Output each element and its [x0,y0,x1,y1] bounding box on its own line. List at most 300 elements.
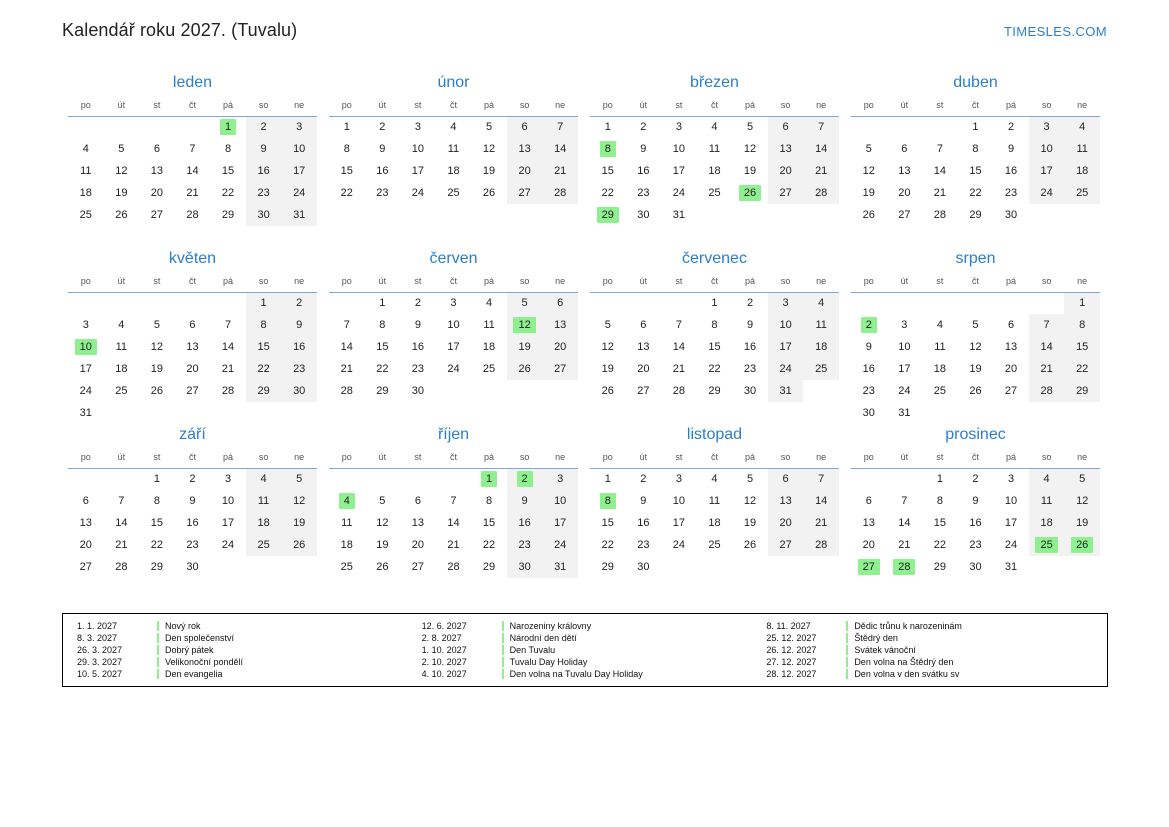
day-cell[interactable] [471,182,507,204]
day-cell[interactable] [626,314,662,336]
day-cell[interactable] [803,182,839,204]
day-cell[interactable] [851,512,887,534]
day-cell[interactable] [246,138,282,160]
day-cell[interactable] [851,160,887,182]
day-cell[interactable] [732,468,768,490]
day-cell[interactable] [697,336,733,358]
day-cell[interactable] [803,160,839,182]
day-cell[interactable] [139,182,175,204]
day-cell[interactable] [732,292,768,314]
day-cell[interactable] [626,182,662,204]
day-cell[interactable] [281,512,317,534]
day-cell[interactable] [281,468,317,490]
day-cell[interactable] [400,138,436,160]
day-cell[interactable] [507,358,543,380]
day-cell[interactable] [993,490,1029,512]
day-cell[interactable] [590,556,626,578]
day-cell[interactable] [626,512,662,534]
day-cell[interactable] [803,358,839,380]
day-cell[interactable] [993,138,1029,160]
day-cell[interactable] [365,358,401,380]
day-cell[interactable] [803,336,839,358]
day-cell[interactable] [803,138,839,160]
day-cell[interactable] [993,512,1029,534]
day-cell[interactable] [661,204,697,226]
day-cell[interactable] [471,336,507,358]
day-cell[interactable] [400,512,436,534]
day-cell[interactable] [542,556,578,578]
day-cell[interactable] [958,336,994,358]
day-cell[interactable] [958,182,994,204]
day-cell[interactable] [175,468,211,490]
day-cell[interactable] [542,468,578,490]
day-cell[interactable] [803,534,839,556]
day-cell[interactable] [1029,138,1065,160]
day-cell[interactable] [1064,512,1100,534]
day-cell[interactable] [993,336,1029,358]
day-cell[interactable] [590,314,626,336]
day-cell[interactable] [626,138,662,160]
day-cell[interactable] [246,292,282,314]
day-cell[interactable] [851,490,887,512]
day-cell[interactable] [68,314,104,336]
day-cell[interactable] [329,138,365,160]
day-cell[interactable] [175,380,211,402]
day-cell[interactable] [768,314,804,336]
day-cell[interactable] [104,204,140,226]
day-cell[interactable] [803,490,839,512]
day-cell[interactable] [104,182,140,204]
day-cell[interactable] [732,512,768,534]
day-cell-holiday[interactable] [732,182,768,204]
day-cell[interactable] [851,358,887,380]
day-cell-holiday[interactable] [1064,534,1100,556]
day-cell[interactable] [139,204,175,226]
day-cell[interactable] [400,358,436,380]
day-cell[interactable] [922,314,958,336]
day-cell[interactable] [436,534,472,556]
day-cell[interactable] [104,160,140,182]
day-cell[interactable] [922,512,958,534]
day-cell[interactable] [803,314,839,336]
day-cell[interactable] [1064,160,1100,182]
day-cell[interactable] [246,116,282,138]
day-cell[interactable] [210,490,246,512]
brand-link[interactable]: TIMESLES.COM [1003,24,1107,39]
day-cell[interactable] [507,534,543,556]
day-cell[interactable] [139,138,175,160]
day-cell[interactable] [851,534,887,556]
day-cell[interactable] [400,182,436,204]
day-cell[interactable] [281,160,317,182]
day-cell[interactable] [281,358,317,380]
day-cell[interactable] [887,512,923,534]
day-cell[interactable] [210,204,246,226]
day-cell[interactable] [281,336,317,358]
day-cell[interactable] [768,116,804,138]
day-cell[interactable] [851,182,887,204]
day-cell[interactable] [246,468,282,490]
day-cell[interactable] [626,490,662,512]
day-cell[interactable] [139,556,175,578]
day-cell[interactable] [68,138,104,160]
day-cell[interactable] [471,116,507,138]
day-cell[interactable] [281,292,317,314]
day-cell[interactable] [590,380,626,402]
day-cell[interactable] [210,468,246,490]
day-cell[interactable] [139,314,175,336]
day-cell-holiday[interactable] [590,138,626,160]
day-cell[interactable] [768,490,804,512]
day-cell[interactable] [1029,182,1065,204]
day-cell[interactable] [922,534,958,556]
day-cell[interactable] [246,182,282,204]
day-cell[interactable] [329,556,365,578]
day-cell[interactable] [175,512,211,534]
day-cell[interactable] [542,534,578,556]
day-cell-holiday[interactable] [590,490,626,512]
day-cell[interactable] [768,336,804,358]
day-cell[interactable] [139,534,175,556]
day-cell[interactable] [922,204,958,226]
day-cell[interactable] [104,490,140,512]
day-cell[interactable] [1029,380,1065,402]
day-cell[interactable] [626,556,662,578]
day-cell[interactable] [436,556,472,578]
day-cell[interactable] [1064,116,1100,138]
day-cell[interactable] [400,160,436,182]
day-cell[interactable] [958,556,994,578]
day-cell[interactable] [365,314,401,336]
day-cell[interactable] [626,380,662,402]
day-cell[interactable] [661,138,697,160]
day-cell[interactable] [922,490,958,512]
day-cell[interactable] [887,160,923,182]
day-cell[interactable] [887,138,923,160]
day-cell[interactable] [175,138,211,160]
day-cell[interactable] [436,138,472,160]
day-cell[interactable] [732,314,768,336]
day-cell[interactable] [210,182,246,204]
day-cell[interactable] [542,512,578,534]
day-cell[interactable] [281,182,317,204]
day-cell[interactable] [436,512,472,534]
day-cell[interactable] [590,182,626,204]
day-cell[interactable] [210,512,246,534]
day-cell[interactable] [993,556,1029,578]
day-cell[interactable] [246,160,282,182]
day-cell[interactable] [68,204,104,226]
day-cell[interactable] [993,160,1029,182]
day-cell[interactable] [732,534,768,556]
day-cell[interactable] [958,534,994,556]
day-cell[interactable] [1029,314,1065,336]
day-cell[interactable] [887,314,923,336]
day-cell[interactable] [958,314,994,336]
day-cell[interactable] [626,336,662,358]
day-cell[interactable] [365,512,401,534]
day-cell[interactable] [139,358,175,380]
day-cell[interactable] [887,358,923,380]
day-cell[interactable] [507,490,543,512]
day-cell[interactable] [281,314,317,336]
day-cell[interactable] [175,534,211,556]
day-cell[interactable] [590,116,626,138]
day-cell[interactable] [958,204,994,226]
day-cell[interactable] [471,556,507,578]
day-cell[interactable] [436,358,472,380]
day-cell[interactable] [1064,182,1100,204]
day-cell-holiday[interactable] [507,468,543,490]
day-cell[interactable] [281,380,317,402]
day-cell[interactable] [1064,336,1100,358]
day-cell[interactable] [993,116,1029,138]
day-cell[interactable] [400,292,436,314]
day-cell[interactable] [851,336,887,358]
day-cell[interactable] [542,138,578,160]
day-cell[interactable] [104,556,140,578]
day-cell[interactable] [661,512,697,534]
day-cell[interactable] [175,160,211,182]
day-cell[interactable] [590,160,626,182]
day-cell[interactable] [993,314,1029,336]
day-cell[interactable] [697,358,733,380]
day-cell[interactable] [210,160,246,182]
day-cell[interactable] [887,336,923,358]
day-cell[interactable] [661,314,697,336]
day-cell-holiday[interactable] [1029,534,1065,556]
day-cell[interactable] [993,534,1029,556]
day-cell[interactable] [1029,490,1065,512]
day-cell[interactable] [104,380,140,402]
day-cell[interactable] [507,116,543,138]
day-cell[interactable] [329,182,365,204]
day-cell[interactable] [1064,138,1100,160]
day-cell[interactable] [400,116,436,138]
day-cell[interactable] [922,182,958,204]
day-cell[interactable] [1029,512,1065,534]
day-cell[interactable] [887,380,923,402]
day-cell[interactable] [768,358,804,380]
day-cell[interactable] [697,512,733,534]
day-cell[interactable] [281,204,317,226]
day-cell[interactable] [365,490,401,512]
day-cell[interactable] [768,182,804,204]
day-cell[interactable] [210,138,246,160]
day-cell[interactable] [104,534,140,556]
day-cell[interactable] [661,182,697,204]
day-cell[interactable] [471,138,507,160]
day-cell[interactable] [436,182,472,204]
day-cell[interactable] [436,292,472,314]
day-cell-holiday[interactable] [68,336,104,358]
day-cell[interactable] [697,380,733,402]
day-cell[interactable] [68,512,104,534]
day-cell[interactable] [993,468,1029,490]
day-cell[interactable] [697,292,733,314]
day-cell[interactable] [104,512,140,534]
day-cell-holiday[interactable] [887,556,923,578]
day-cell[interactable] [590,534,626,556]
day-cell[interactable] [922,556,958,578]
day-cell[interactable] [661,468,697,490]
day-cell[interactable] [768,534,804,556]
day-cell[interactable] [887,534,923,556]
day-cell[interactable] [768,160,804,182]
day-cell[interactable] [365,138,401,160]
day-cell[interactable] [922,358,958,380]
day-cell[interactable] [246,314,282,336]
day-cell[interactable] [922,138,958,160]
day-cell[interactable] [365,160,401,182]
day-cell[interactable] [139,512,175,534]
day-cell[interactable] [175,490,211,512]
day-cell[interactable] [697,468,733,490]
day-cell[interactable] [329,534,365,556]
day-cell[interactable] [210,314,246,336]
day-cell[interactable] [471,292,507,314]
day-cell[interactable] [1029,336,1065,358]
day-cell[interactable] [851,380,887,402]
day-cell[interactable] [400,336,436,358]
day-cell[interactable] [1029,160,1065,182]
day-cell[interactable] [329,380,365,402]
day-cell[interactable] [993,182,1029,204]
day-cell[interactable] [104,336,140,358]
day-cell[interactable] [139,380,175,402]
day-cell[interactable] [922,380,958,402]
day-cell[interactable] [732,358,768,380]
day-cell[interactable] [210,336,246,358]
day-cell[interactable] [768,380,804,402]
day-cell[interactable] [1064,358,1100,380]
day-cell[interactable] [887,490,923,512]
day-cell[interactable] [922,468,958,490]
day-cell[interactable] [175,314,211,336]
day-cell-holiday[interactable] [329,490,365,512]
day-cell[interactable] [471,358,507,380]
day-cell[interactable] [68,358,104,380]
day-cell[interactable] [246,358,282,380]
day-cell[interactable] [329,160,365,182]
day-cell[interactable] [507,138,543,160]
day-cell[interactable] [400,380,436,402]
day-cell[interactable] [281,138,317,160]
day-cell[interactable] [400,490,436,512]
day-cell[interactable] [542,292,578,314]
day-cell[interactable] [732,380,768,402]
day-cell[interactable] [768,292,804,314]
day-cell[interactable] [768,138,804,160]
day-cell[interactable] [329,358,365,380]
day-cell[interactable] [697,490,733,512]
day-cell[interactable] [1064,490,1100,512]
day-cell-holiday[interactable] [851,556,887,578]
day-cell-holiday[interactable] [590,204,626,226]
day-cell[interactable] [471,490,507,512]
day-cell[interactable] [104,314,140,336]
day-cell[interactable] [175,556,211,578]
day-cell[interactable] [246,534,282,556]
day-cell[interactable] [803,512,839,534]
day-cell[interactable] [281,490,317,512]
day-cell[interactable] [471,314,507,336]
day-cell[interactable] [1064,468,1100,490]
day-cell[interactable] [436,336,472,358]
day-cell[interactable] [139,160,175,182]
day-cell[interactable] [436,490,472,512]
day-cell[interactable] [732,138,768,160]
day-cell[interactable] [507,182,543,204]
day-cell[interactable] [400,556,436,578]
day-cell[interactable] [626,204,662,226]
day-cell[interactable] [958,358,994,380]
day-cell[interactable] [958,116,994,138]
day-cell[interactable] [246,512,282,534]
day-cell[interactable] [175,204,211,226]
day-cell[interactable] [958,468,994,490]
day-cell[interactable] [68,380,104,402]
day-cell[interactable] [329,512,365,534]
day-cell[interactable] [365,182,401,204]
day-cell[interactable] [958,490,994,512]
day-cell[interactable] [471,534,507,556]
day-cell[interactable] [542,336,578,358]
day-cell[interactable] [246,490,282,512]
day-cell[interactable] [626,468,662,490]
day-cell[interactable] [851,138,887,160]
day-cell[interactable] [732,490,768,512]
day-cell[interactable] [590,336,626,358]
day-cell[interactable] [1064,292,1100,314]
day-cell[interactable] [139,490,175,512]
day-cell[interactable] [542,182,578,204]
day-cell[interactable] [697,534,733,556]
day-cell[interactable] [68,160,104,182]
day-cell[interactable] [958,138,994,160]
day-cell[interactable] [661,380,697,402]
day-cell[interactable] [803,116,839,138]
day-cell[interactable] [471,512,507,534]
day-cell[interactable] [210,534,246,556]
day-cell[interactable] [471,160,507,182]
day-cell[interactable] [590,468,626,490]
day-cell[interactable] [542,116,578,138]
day-cell[interactable] [329,336,365,358]
day-cell[interactable] [436,160,472,182]
day-cell[interactable] [329,116,365,138]
day-cell[interactable] [542,490,578,512]
day-cell[interactable] [1064,380,1100,402]
day-cell[interactable] [697,116,733,138]
day-cell[interactable] [590,358,626,380]
day-cell[interactable] [365,116,401,138]
day-cell-holiday[interactable] [471,468,507,490]
day-cell[interactable] [993,204,1029,226]
day-cell[interactable] [507,512,543,534]
day-cell[interactable] [887,182,923,204]
day-cell[interactable] [210,358,246,380]
day-cell[interactable] [626,534,662,556]
day-cell[interactable] [246,380,282,402]
day-cell-holiday[interactable] [507,314,543,336]
day-cell[interactable] [590,512,626,534]
day-cell[interactable] [400,534,436,556]
day-cell[interactable] [329,314,365,336]
day-cell[interactable] [210,380,246,402]
day-cell[interactable] [400,314,436,336]
day-cell[interactable] [626,358,662,380]
